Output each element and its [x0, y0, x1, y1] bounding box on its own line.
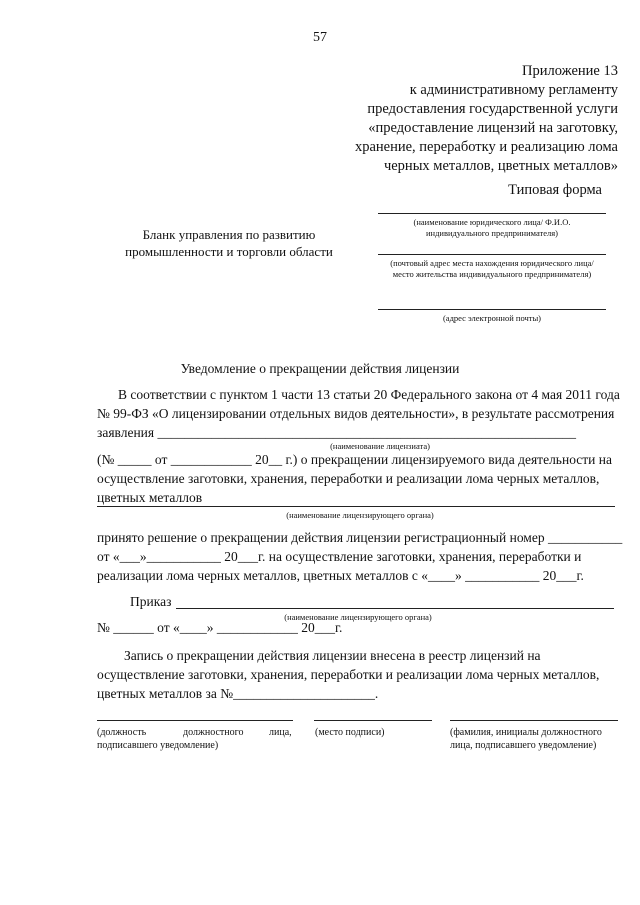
body-line: от «___»___________ 20___г. на осуществление заготовки, хранения, переработки и [97, 549, 582, 564]
order-number-line: № ______ от «____» ____________ 20___г. [97, 620, 343, 635]
body-line: заявления ______________________________________________________________ [97, 425, 576, 440]
order-label: Приказ [130, 594, 172, 609]
appendix-line: Приложение 13 [522, 63, 618, 79]
body-line: принято решение о прекращении действия лицензии регистрационный номер ___________ [97, 530, 623, 545]
name-sign-line [450, 720, 618, 721]
page-number: 57 [313, 30, 327, 45]
recipient-address-line [378, 254, 606, 255]
signature-caption: (место подписи) [315, 727, 385, 738]
licensing-body-line [97, 506, 615, 507]
appendix-line: хранение, переработку и реализацию лома [354, 139, 618, 155]
position-caption-line2: подписавшего уведомление) [97, 740, 219, 751]
body-line: Запись о прекращении действия лицензии внесена в реестр лицензий на [124, 648, 541, 663]
appendix-line: к административному регламенту [409, 82, 618, 98]
recipient-name-caption: (наименование юридического лица/ Ф.И.О. индивидуального предпринимателя) [413, 217, 571, 238]
appendix-line: «предоставление лицензий на заготовку, [368, 120, 618, 136]
body-line: (№ _____ от ____________ 20__ г.) о прекращении лицензируемого вида деятельности на [97, 452, 612, 467]
position-caption-part: должностного [183, 727, 244, 738]
body-line: осуществление заготовки, хранения, переработки и реализации лома черных металлов, [97, 471, 600, 486]
recipient-email-caption: (адрес электронной почты) [442, 313, 542, 323]
licensee-caption: (наименование лицензиата) [330, 441, 430, 451]
body-line: цветных металлов за №_____________________. [97, 686, 379, 701]
appendix-header [318, 62, 618, 176]
letterhead-label: Бланк управления по развитию промышленности и торговли области [125, 227, 333, 259]
signature-line [314, 720, 432, 721]
document-title: Уведомление о прекращении действия лицензии [180, 361, 460, 376]
order-caption: (наименование лицензирующего органа) [284, 612, 432, 622]
recipient-address-caption: (почтовый адрес места нахождения юридического лица/место жительства индивидуального предпринимателя) [390, 258, 594, 279]
name-caption-line2: лица, подписавшего уведомление) [450, 740, 597, 751]
position-caption-part: лица, [269, 727, 292, 738]
body-line: цветных металлов [97, 490, 203, 505]
order-line [176, 608, 614, 609]
body-line: В соответствии с пунктом 1 части 13 статьи 20 Федерального закона от 4 мая 2011 года [118, 387, 620, 402]
appendix-line: черных металлов, цветных металлов» [383, 158, 618, 174]
body-line: реализации лома черных металлов, цветных металлов с «____» ___________ 20___г. [97, 568, 584, 583]
name-caption-line1: (фамилия, инициалы должностного [450, 727, 602, 738]
appendix-line: предоставления государственной услуги [367, 101, 618, 117]
recipient-name-line [378, 213, 606, 214]
position-sign-line [97, 720, 293, 721]
position-caption-part: (должность [97, 727, 147, 738]
licensing-body-caption: (наименование лицензирующего органа) [286, 510, 434, 520]
recipient-email-line [378, 309, 606, 310]
body-line: осуществление заготовки, хранения, переработки и реализации лома черных металлов, [97, 667, 600, 682]
typical-form-label: Типовая форма [508, 182, 602, 198]
body-line: № 99-ФЗ «О лицензировании отдельных видов деятельности», в результате рассмотрения [97, 406, 615, 421]
